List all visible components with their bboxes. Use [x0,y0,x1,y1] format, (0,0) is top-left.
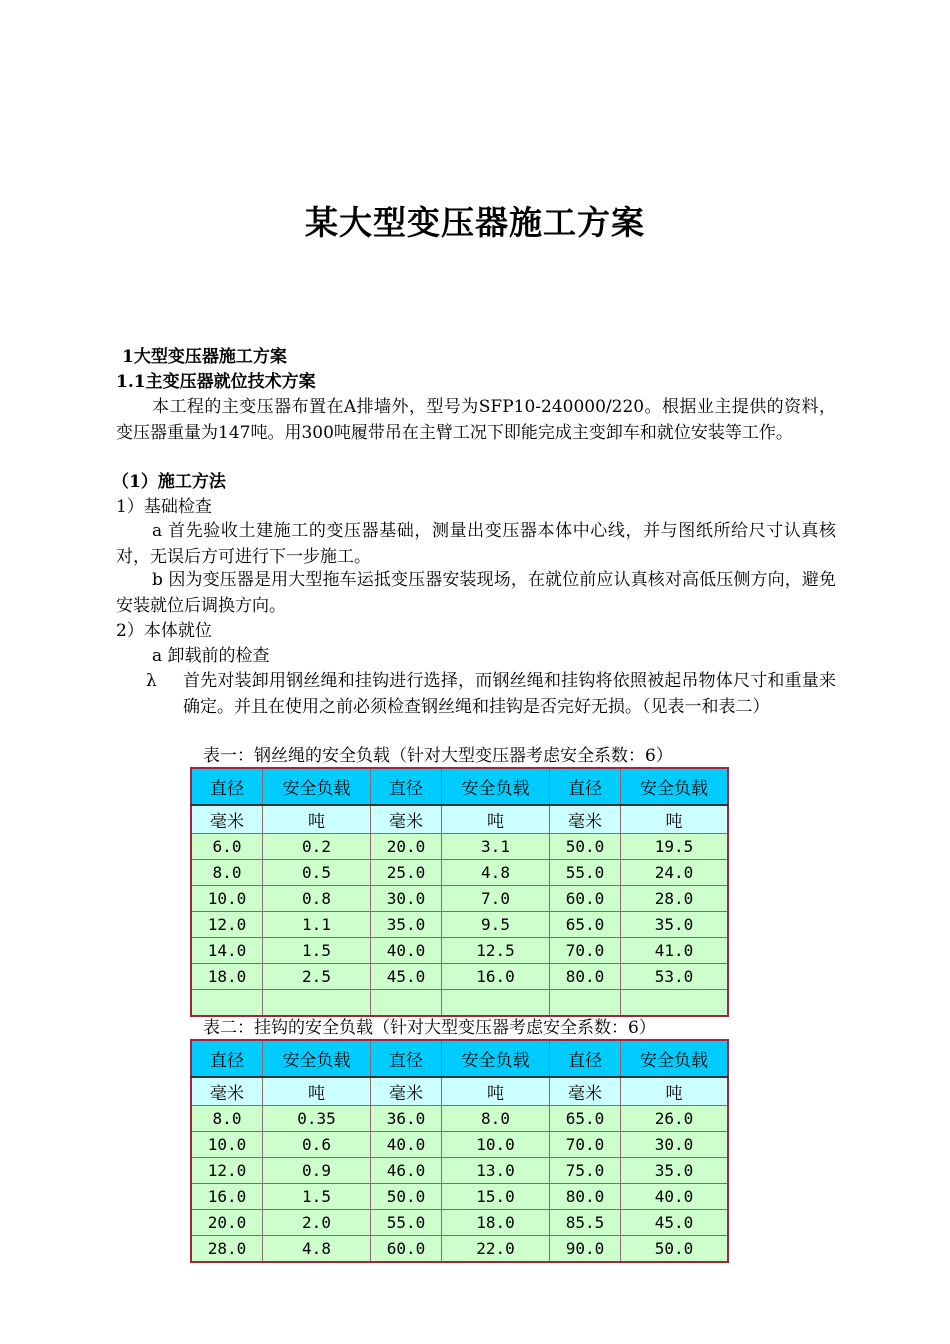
table-cell: 36.0 [371,1106,442,1132]
table-cell: 0.5 [263,860,371,886]
table-cell: 20.0 [371,834,442,860]
table-1-caption: 表一：钢丝绳的安全负载（针对大型变压器考虑安全系数：6） [203,746,673,766]
table-cell: 19.5 [621,834,729,860]
page-title: 某大型变压器施工方案 [305,203,645,242]
table-cell: 6.0 [191,834,263,860]
section-heading-1-1: 1.1主变压器就位技术方案 [116,372,316,392]
table-cell: 4.8 [263,1236,371,1263]
table-row [191,1158,728,1184]
table-cell: 16.0 [442,964,550,990]
unit-cell: 吨 [621,1077,729,1106]
table-cell: 2.5 [263,964,371,990]
table-2 [190,1039,729,1263]
table-cell: 90.0 [550,1236,621,1263]
step-1-heading: 1）基础检查 [116,497,212,517]
table-cell: 4.8 [442,860,550,886]
header-cell: 安全负载 [263,768,371,805]
table-cell: 10.0 [191,886,263,912]
table-cell: 9.5 [442,912,550,938]
unit-cell: 吨 [263,805,371,834]
step-1b-paragraph: b 因为变压器是用大型拖车运抵变压器安装现场，在就位前应认真核对高低压侧方向，避免安装就位后调换方向。 [116,570,836,616]
table-cell: 30.0 [371,886,442,912]
unit-cell: 毫米 [191,805,263,834]
table-cell: 0.35 [263,1106,371,1132]
table-cell: 80.0 [550,1184,621,1210]
table-cell: 8.0 [191,860,263,886]
table-cell: 16.0 [191,1184,263,1210]
table-cell: 26.0 [621,1106,729,1132]
table-cell: 50.0 [550,834,621,860]
table-cell: 50.0 [371,1184,442,1210]
table-cell: 13.0 [442,1158,550,1184]
header-cell: 安全负载 [442,1040,550,1077]
unit-cell: 毫米 [371,1077,442,1106]
unit-cell: 吨 [442,1077,550,1106]
table-cell: 30.0 [621,1132,729,1158]
table-cell: 1.5 [263,1184,371,1210]
table-cell [263,990,371,1017]
table-cell: 40.0 [621,1184,729,1210]
header-cell: 安全负载 [442,768,550,805]
header-cell: 直径 [191,768,263,805]
table-cell: 10.0 [191,1132,263,1158]
step-2-heading: 2）本体就位 [116,621,212,641]
table-cell: 85.5 [550,1210,621,1236]
table-cell: 12.0 [191,1158,263,1184]
table-cell: 40.0 [371,1132,442,1158]
header-cell: 安全负载 [621,1040,729,1077]
table-cell: 7.0 [442,886,550,912]
table-cell: 40.0 [371,938,442,964]
table-cell: 0.8 [263,886,371,912]
header-cell: 直径 [371,768,442,805]
table-cell: 65.0 [550,1106,621,1132]
table-cell: 20.0 [191,1210,263,1236]
unit-cell: 吨 [442,805,550,834]
table-cell: 10.0 [442,1132,550,1158]
unit-cell: 吨 [263,1077,371,1106]
table-cell: 24.0 [621,860,729,886]
table-cell: 22.0 [442,1236,550,1263]
table-cell: 15.0 [442,1184,550,1210]
bullet-text: 首先对装卸用钢丝绳和挂钩进行选择，而钢丝绳和挂钩将依照被起吊物体尺寸和重量来确定。并且在使用之前必须检查钢丝绳和挂钩是否完好无损。（见表一和表二） [183,671,836,717]
table-row [191,1106,728,1132]
table-cell: 12.5 [442,938,550,964]
unit-cell: 毫米 [371,805,442,834]
table-cell: 46.0 [371,1158,442,1184]
table-cell: 18.0 [442,1210,550,1236]
method-heading: （1）施工方法 [112,472,226,492]
table-cell: 28.0 [621,886,729,912]
table-row [191,886,728,912]
unit-cell: 毫米 [550,1077,621,1106]
table-row [191,964,728,990]
header-cell: 直径 [371,1040,442,1077]
table-cell: 25.0 [371,860,442,886]
table-row [191,1236,728,1263]
section-heading-1: 1大型变压器施工方案 [122,347,287,367]
table-row [191,1132,728,1158]
table-cell: 35.0 [371,912,442,938]
table-cell: 53.0 [621,964,729,990]
table-cell: 35.0 [621,912,729,938]
table-cell: 18.0 [191,964,263,990]
table-row [191,1210,728,1236]
table-cell: 80.0 [550,964,621,990]
header-cell: 直径 [550,1040,621,1077]
table-1 [190,767,729,1017]
table-cell: 60.0 [371,1236,442,1263]
header-cell: 安全负载 [621,768,729,805]
table-cell: 3.1 [442,834,550,860]
table-cell: 50.0 [621,1236,729,1263]
unit-cell: 毫米 [550,805,621,834]
table-unit-row [191,1077,728,1106]
table-cell: 1.5 [263,938,371,964]
unit-cell: 毫米 [191,1077,263,1106]
table-cell: 14.0 [191,938,263,964]
table-cell: 0.2 [263,834,371,860]
bullet-item [146,669,836,720]
bullet-symbol: λ [146,671,157,691]
table-cell: 0.9 [263,1158,371,1184]
intro-paragraph: 本工程的主变压器布置在A排墙外，型号为SFP10-240000/220。根据业主提供的资料，变压器重量为147吨。用300吨履带吊在主臂工况下即能完成主变卸车和就位安装等工作。 [116,397,836,443]
table-cell: 28.0 [191,1236,263,1263]
table-unit-row [191,805,728,834]
table-row [191,1184,728,1210]
table-cell: 60.0 [550,886,621,912]
table-cell [191,990,263,1017]
table-row [191,834,728,860]
table-cell: 70.0 [550,938,621,964]
table-cell: 1.1 [263,912,371,938]
table-row [191,860,728,886]
step-2a-heading: a 卸载前的检查 [152,646,270,666]
table-2-caption: 表二：挂钩的安全负载（针对大型变压器考虑安全系数：6） [203,1018,656,1038]
table-cell: 8.0 [191,1106,263,1132]
table-row [191,938,728,964]
table-cell: 8.0 [442,1106,550,1132]
table-row [191,912,728,938]
table-cell: 55.0 [371,1210,442,1236]
table-cell: 70.0 [550,1132,621,1158]
header-cell: 直径 [550,768,621,805]
table-header-row [191,1040,728,1077]
table-cell: 45.0 [621,1210,729,1236]
unit-cell: 吨 [621,805,729,834]
table-cell [371,990,442,1017]
table-cell [621,990,729,1017]
table-cell: 75.0 [550,1158,621,1184]
table-cell: 12.0 [191,912,263,938]
table-cell: 0.6 [263,1132,371,1158]
table-cell: 45.0 [371,964,442,990]
header-cell: 安全负载 [263,1040,371,1077]
table-row [191,990,728,1017]
table-cell [550,990,621,1017]
table-cell: 55.0 [550,860,621,886]
step-1a-paragraph: a 首先验收土建施工的变压器基础，测量出变压器本体中心线，并与图纸所给尺寸认真核对，无误后方可进行下一步施工。 [116,521,836,567]
header-cell: 直径 [191,1040,263,1077]
table-header-row [191,768,728,805]
table-cell [442,990,550,1017]
table-cell: 2.0 [263,1210,371,1236]
table-cell: 35.0 [621,1158,729,1184]
table-cell: 41.0 [621,938,729,964]
table-cell: 65.0 [550,912,621,938]
